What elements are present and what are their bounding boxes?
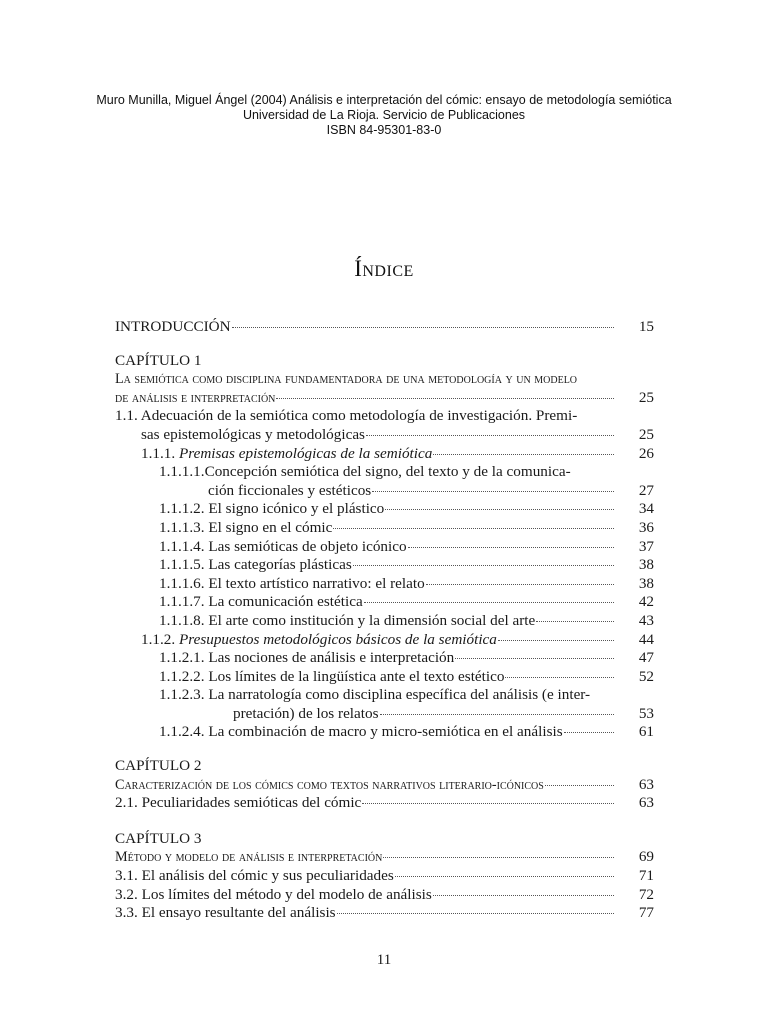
dot-leader [380,714,615,715]
dot-leader [455,658,614,659]
toc-entry-page: 42 [638,593,654,611]
toc-entry-page: 77 [638,904,654,922]
toc-entry-1-1-2-4 [115,723,654,742]
toc-entry-page: 63 [638,775,654,793]
toc-entry-1-1-1-5 [115,556,654,575]
dot-leader [385,509,614,510]
dot-leader [276,398,614,399]
toc-entry-page: 47 [638,649,654,667]
table-of-contents [115,318,654,923]
dot-leader [433,895,614,896]
toc-entry-label: Presupuestos metodológicos básicos de la semiótica [178,630,497,648]
dot-leader [362,803,614,804]
toc-entry-number: 1.1.1. [141,444,176,462]
toc-entry-page: 34 [638,500,654,518]
toc-entry-label: 1.1.1.6. El texto artístico narrativo: el relato [159,574,425,592]
toc-entry-1-1-line-1: 1.1. Adecuación de la semiótica como metodología de investigación. Premi- [115,407,578,425]
chapter-2-subtitle: Caracterización de los cómics como textos narrativos literario-icónicos [115,776,544,793]
toc-entry-1-1-2-3-line-2: pretación) de los relatos [233,704,379,722]
chapter-1-subtitle-line-1: La semiótica como disciplina fundamentadora de una metodología y un modelo [115,371,578,388]
toc-entry-page: 52 [638,667,654,685]
dot-leader [372,491,614,492]
toc-entry-page: 25 [638,425,654,443]
toc-entry-introduccion [115,318,654,337]
toc-entry-page: 61 [638,723,654,741]
toc-entry-label: 1.1.2.1. Las nociones de análisis e interpretación [159,649,455,667]
toc-entry-page: 25 [638,388,654,406]
toc-entry-page: 72 [638,885,654,903]
toc-entry-1-1-1-1 [115,482,654,501]
toc-entry-page: 53 [638,704,654,722]
toc-entry-label: 1.1.1.3. El signo en el cómic [159,518,333,536]
toc-entry-1-1-1-1-line-1: 1.1.1.1.Concepción semiótica del signo, del texto y de la comunica- [159,463,571,481]
toc-entry-1-1-1-7 [115,593,654,612]
page-number: 11 [376,952,392,968]
dot-leader [433,454,614,455]
toc-entry-page: 63 [638,794,654,812]
dot-leader [564,732,614,733]
citation-line-2: Universidad de La Rioja. Servicio de Publicaciones [242,108,526,122]
toc-entry-label: 1.1.2.2. Los límites de la lingüística ante el texto estético [159,667,505,685]
toc-entry-label: 3.2. Los límites del método y del modelo de análisis [115,885,432,903]
dot-leader [232,327,614,328]
citation-line-3: ISBN 84-95301-83-0 [326,123,442,137]
toc-entry-1-1-1-6 [115,575,654,594]
toc-entry-label: 1.1.1.2. El signo icónico y el plástico [159,500,385,518]
toc-entry-page: 15 [638,318,654,335]
chapter-3-heading: CAPÍTULO 3 [115,829,202,847]
toc-entry-page: 26 [638,444,654,462]
chapter-1-subtitle-line-2: de análisis e interpretación [115,389,276,406]
toc-entry-3-1 [115,867,654,886]
dot-leader [545,785,614,786]
toc-entry-3-3 [115,904,654,923]
dot-leader [353,565,614,566]
chapter-1-subtitle-entry [115,389,654,408]
toc-entry-label: 1.1.1.4. Las semióticas de objeto icónico [159,537,407,555]
toc-entry-page: 38 [638,556,654,574]
toc-entry-page: 43 [638,611,654,629]
toc-entry-3-2 [115,886,654,905]
toc-entry-1-1-2-2 [115,668,654,687]
dot-leader [337,913,614,914]
toc-entry-1-1-1-2 [115,500,654,519]
toc-entry-page: 71 [638,867,654,885]
toc-entry-page: 38 [638,574,654,592]
toc-entry-label: 3.3. El ensayo resultante del análisis [115,904,336,922]
page-title: Índice [354,256,414,281]
chapter-3-subtitle: Método y modelo de análisis e interpretación [115,849,383,866]
toc-entry-label: 1.1.1.7. La comunicación estética [159,593,363,611]
toc-entry-page: 36 [638,518,654,536]
toc-entry-1-1-1 [115,445,654,464]
toc-entry-label: 3.1. El análisis del cómic y sus peculiaridades [115,867,394,885]
toc-entry-page: 44 [638,630,654,648]
dot-leader [366,435,614,436]
toc-entry-1-1-1-1-line-2: ción ficcionales y estéticos [208,481,372,499]
citation-block [0,93,768,138]
toc-entry-1-1-1-8 [115,612,654,631]
chapter-2-heading: CAPÍTULO 2 [115,757,202,775]
toc-entry-label: INTRODUCCIÓN [115,318,231,335]
dot-leader [408,547,614,548]
dot-leader [498,640,614,641]
toc-entry-1-1-2-3-line-1: 1.1.2.3. La narratología como disciplina específica del análisis (e inter- [159,686,591,704]
citation-line-1: Muro Munilla, Miguel Ángel (2004) Análisis e interpretación del cómic: ensayo de metodología semiótica [96,93,672,107]
toc-entry-1-1-1-4 [115,538,654,557]
dot-leader [426,584,614,585]
toc-entry-1-1-line-2: sas epistemológicas y metodológicas [141,425,365,443]
dot-leader [364,602,614,603]
dot-leader [505,677,614,678]
toc-entry-1-1-2-1 [115,649,654,668]
toc-entry-1-1-1-3 [115,519,654,538]
toc-entry-2-1 [115,794,654,813]
dot-leader [333,528,614,529]
toc-entry-label: 1.1.1.8. El arte como institución y la dimensión social del arte [159,611,536,629]
chapter-1-heading: CAPÍTULO 1 [115,351,202,369]
toc-entry-label: 1.1.2.4. La combinación de macro y micro-semiótica en el análisis [159,723,563,741]
chapter-2-subtitle-entry [115,776,654,795]
toc-entry-page: 69 [638,848,654,866]
dot-leader [383,857,614,858]
toc-entry-number: 1.1.2. [141,630,176,648]
toc-entry-page: 27 [638,481,654,499]
toc-entry-page: 37 [638,537,654,555]
toc-entry-label: 1.1.1.5. Las categorías plásticas [159,556,352,574]
chapter-3-subtitle-entry [115,848,654,867]
toc-entry-label: 2.1. Peculiaridades semióticas del cómic [115,794,362,812]
dot-leader [395,876,614,877]
toc-entry-1-1 [115,426,654,445]
toc-entry-1-1-2 [115,631,654,650]
dot-leader [536,621,614,622]
toc-entry-label: Premisas epistemológicas de la semiótica [178,444,433,462]
toc-entry-1-1-2-3 [115,705,654,724]
